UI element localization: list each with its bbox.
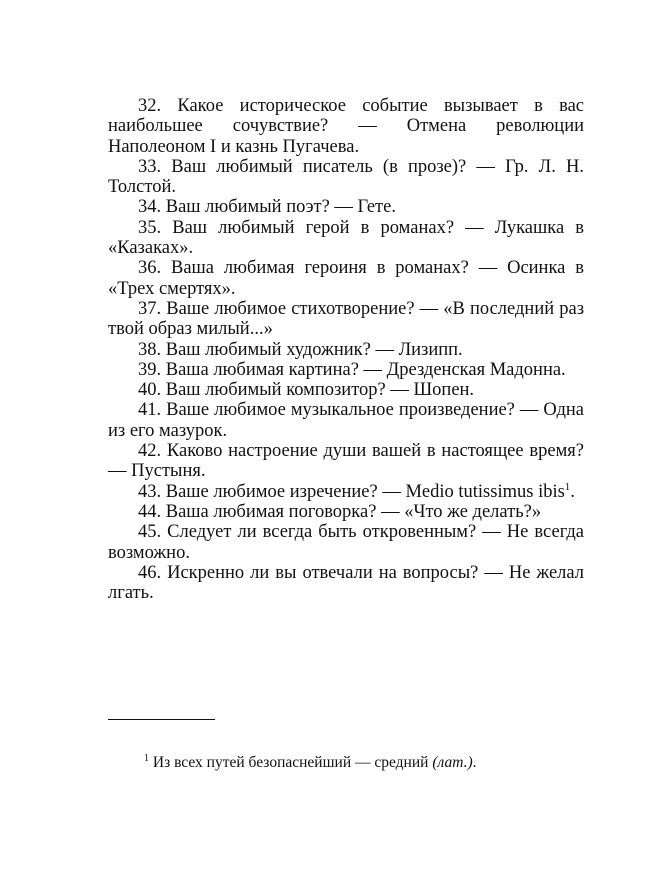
answer-44: 44. Ваша любимая поговорка? — «Что же делать?» (138, 501, 542, 522)
footnote-marker: 1 (144, 752, 149, 764)
answer-42: 42. Каково настроение души вашей в настоящее время? — Пустыня. (108, 441, 584, 482)
answer-40: 40. Ваш любимый композитор? — Шопен. (138, 380, 475, 401)
answer-46: 46. Искренно ли вы отвечали на вопросы? — Не желал лгать. (108, 562, 584, 604)
footnote-language-note: (лат.) (432, 753, 473, 771)
answer-39: 39. Ваша любимая картина? — Дрезденская Мадонна. (138, 359, 566, 380)
answer-43: 43. Ваше любимое изречение? — Medio tutissimus ibis$^1$. (138, 480, 575, 502)
answer-32: 32. Какое историческое событие вызывает в вас наибольшее сочувствие? — Отмена революции Наполеоном I и казнь Пугачева. (108, 96, 584, 157)
footnote-reference: 1 (564, 480, 571, 493)
answer-36: 36. Ваша любимая героиня в романах? — Осинка в «Трех смертях». (108, 258, 584, 299)
footnote-text: Из всех путей безопаснейший — средний (152, 753, 433, 771)
answer-34: 34. Ваш любимый поэт? — Гете. (138, 197, 396, 218)
footnote: $^1$ Из всех путей безопаснейший — средний (лат.). (144, 752, 477, 771)
answer-41: 41. Ваше любимое музыкальное произведение? — Одна из его мазурок. (108, 400, 584, 441)
answer-33: 33. Ваш любимый писатель (в прозе)? — Гр. Л. Н. Толстой. (108, 156, 584, 198)
answer-38: 38. Ваш любимый художник? — Лизипп. (138, 339, 463, 360)
answer-37: 37. Ваше любимое стихотворение? — «В последний раз твой образ милый...» (108, 298, 584, 340)
answer-45: 45. Следует ли всегда быть откровенным? — Не всегда возможно. (108, 522, 584, 563)
footnote-divider (108, 719, 215, 720)
answer-35: 35. Ваш любимый герой в романах? — Лукашка в «Казаках». (108, 217, 584, 259)
questionnaire-text (108, 96, 584, 603)
